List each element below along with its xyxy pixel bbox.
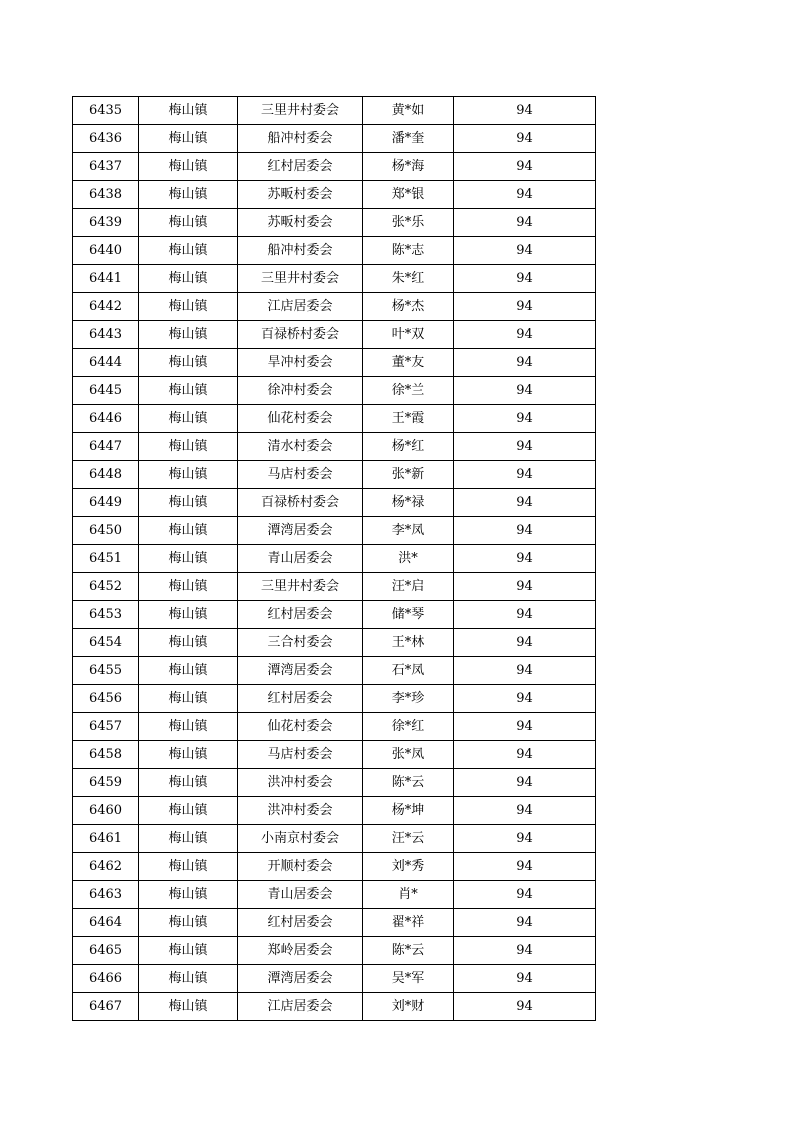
cell-score: 94 [454,797,596,825]
table-row [73,125,596,153]
cell-score: 94 [454,405,596,433]
table-row [73,825,596,853]
cell-name: 刘*财 [363,993,454,1021]
cell-town: 梅山镇 [139,209,238,237]
cell-score: 94 [454,937,596,965]
cell-town: 梅山镇 [139,405,238,433]
table-row [73,265,596,293]
table-row [73,937,596,965]
cell-score: 94 [454,993,596,1021]
table-row [73,97,596,125]
table-row [73,713,596,741]
cell-town: 梅山镇 [139,573,238,601]
cell-town: 梅山镇 [139,265,238,293]
cell-id: 6457 [73,713,139,741]
cell-name: 王*林 [363,629,454,657]
cell-committee: 苏畈村委会 [238,181,363,209]
cell-id: 6461 [73,825,139,853]
cell-committee: 三里井村委会 [238,573,363,601]
table-row [73,181,596,209]
cell-id: 6452 [73,573,139,601]
cell-id: 6456 [73,685,139,713]
table-body [73,97,596,1021]
cell-score: 94 [454,181,596,209]
cell-town: 梅山镇 [139,741,238,769]
cell-id: 6459 [73,769,139,797]
table-row [73,881,596,909]
cell-name: 杨*杰 [363,293,454,321]
cell-town: 梅山镇 [139,993,238,1021]
cell-committee: 小南京村委会 [238,825,363,853]
cell-name: 刘*秀 [363,853,454,881]
table-row [73,489,596,517]
cell-town: 梅山镇 [139,853,238,881]
cell-id: 6460 [73,797,139,825]
table-row [73,909,596,937]
cell-score: 94 [454,909,596,937]
table-row [73,685,596,713]
cell-committee: 仙花村委会 [238,405,363,433]
cell-committee: 苏畈村委会 [238,209,363,237]
cell-town: 梅山镇 [139,125,238,153]
table-row [73,965,596,993]
cell-score: 94 [454,489,596,517]
cell-id: 6447 [73,433,139,461]
cell-score: 94 [454,517,596,545]
cell-committee: 青山居委会 [238,881,363,909]
cell-town: 梅山镇 [139,97,238,125]
cell-name: 杨*禄 [363,489,454,517]
cell-name: 杨*海 [363,153,454,181]
cell-id: 6445 [73,377,139,405]
cell-score: 94 [454,685,596,713]
cell-score: 94 [454,769,596,797]
cell-name: 黄*如 [363,97,454,125]
cell-score: 94 [454,97,596,125]
table-row [73,209,596,237]
cell-score: 94 [454,153,596,181]
cell-score: 94 [454,657,596,685]
cell-town: 梅山镇 [139,433,238,461]
cell-id: 6435 [73,97,139,125]
cell-town: 梅山镇 [139,349,238,377]
cell-id: 6465 [73,937,139,965]
cell-id: 6439 [73,209,139,237]
table-row [73,545,596,573]
cell-id: 6451 [73,545,139,573]
cell-name: 张*凤 [363,741,454,769]
cell-name: 翟*祥 [363,909,454,937]
cell-committee: 洪冲村委会 [238,797,363,825]
cell-name: 朱*红 [363,265,454,293]
cell-name: 徐*兰 [363,377,454,405]
cell-score: 94 [454,321,596,349]
cell-town: 梅山镇 [139,237,238,265]
cell-name: 王*霞 [363,405,454,433]
cell-id: 6444 [73,349,139,377]
cell-committee: 百禄桥村委会 [238,489,363,517]
cell-score: 94 [454,349,596,377]
table-row [73,797,596,825]
cell-name: 张*新 [363,461,454,489]
cell-committee: 潭湾居委会 [238,517,363,545]
cell-town: 梅山镇 [139,825,238,853]
cell-committee: 三里井村委会 [238,265,363,293]
cell-score: 94 [454,125,596,153]
cell-town: 梅山镇 [139,545,238,573]
table-row [73,993,596,1021]
cell-name: 储*琴 [363,601,454,629]
cell-id: 6455 [73,657,139,685]
cell-town: 梅山镇 [139,909,238,937]
cell-id: 6463 [73,881,139,909]
cell-score: 94 [454,237,596,265]
cell-score: 94 [454,713,596,741]
cell-town: 梅山镇 [139,881,238,909]
cell-id: 6462 [73,853,139,881]
cell-town: 梅山镇 [139,657,238,685]
cell-name: 徐*红 [363,713,454,741]
cell-committee: 清水村委会 [238,433,363,461]
table-row [73,377,596,405]
table-row [73,293,596,321]
cell-id: 6466 [73,965,139,993]
cell-score: 94 [454,629,596,657]
table-row [73,573,596,601]
cell-town: 梅山镇 [139,685,238,713]
cell-committee: 江店居委会 [238,293,363,321]
table-row [73,601,596,629]
cell-id: 6453 [73,601,139,629]
cell-score: 94 [454,377,596,405]
cell-name: 汪*云 [363,825,454,853]
cell-town: 梅山镇 [139,489,238,517]
table-row [73,349,596,377]
cell-committee: 船冲村委会 [238,237,363,265]
cell-town: 梅山镇 [139,601,238,629]
cell-name: 叶*双 [363,321,454,349]
cell-id: 6441 [73,265,139,293]
cell-town: 梅山镇 [139,153,238,181]
cell-score: 94 [454,265,596,293]
cell-id: 6458 [73,741,139,769]
cell-committee: 江店居委会 [238,993,363,1021]
cell-id: 6448 [73,461,139,489]
cell-name: 董*友 [363,349,454,377]
cell-id: 6442 [73,293,139,321]
cell-town: 梅山镇 [139,461,238,489]
cell-committee: 三合村委会 [238,629,363,657]
table-row [73,517,596,545]
cell-committee: 潭湾居委会 [238,965,363,993]
cell-committee: 青山居委会 [238,545,363,573]
cell-town: 梅山镇 [139,517,238,545]
cell-id: 6437 [73,153,139,181]
cell-score: 94 [454,853,596,881]
table-row [73,153,596,181]
cell-town: 梅山镇 [139,797,238,825]
cell-name: 李*珍 [363,685,454,713]
cell-town: 梅山镇 [139,629,238,657]
cell-town: 梅山镇 [139,377,238,405]
cell-committee: 仙花村委会 [238,713,363,741]
cell-score: 94 [454,965,596,993]
cell-committee: 潭湾居委会 [238,657,363,685]
cell-score: 94 [454,461,596,489]
cell-committee: 百禄桥村委会 [238,321,363,349]
cell-town: 梅山镇 [139,321,238,349]
table-row [73,853,596,881]
cell-committee: 郑岭居委会 [238,937,363,965]
cell-name: 张*乐 [363,209,454,237]
cell-committee: 船冲村委会 [238,125,363,153]
cell-id: 6450 [73,517,139,545]
cell-name: 陈*云 [363,769,454,797]
cell-town: 梅山镇 [139,965,238,993]
cell-committee: 红村居委会 [238,601,363,629]
cell-id: 6449 [73,489,139,517]
cell-town: 梅山镇 [139,713,238,741]
cell-town: 梅山镇 [139,293,238,321]
table-row [73,461,596,489]
cell-committee: 马店村委会 [238,461,363,489]
cell-id: 6446 [73,405,139,433]
table-row [73,237,596,265]
cell-name: 潘*奎 [363,125,454,153]
cell-name: 石*凤 [363,657,454,685]
cell-id: 6440 [73,237,139,265]
table-row [73,405,596,433]
cell-name: 杨*红 [363,433,454,461]
cell-town: 梅山镇 [139,937,238,965]
cell-score: 94 [454,545,596,573]
cell-committee: 开顺村委会 [238,853,363,881]
cell-committee: 徐冲村委会 [238,377,363,405]
cell-score: 94 [454,601,596,629]
cell-score: 94 [454,293,596,321]
cell-committee: 三里井村委会 [238,97,363,125]
cell-score: 94 [454,741,596,769]
cell-score: 94 [454,433,596,461]
cell-committee: 马店村委会 [238,741,363,769]
cell-committee: 旱冲村委会 [238,349,363,377]
table-row [73,321,596,349]
cell-id: 6443 [73,321,139,349]
cell-id: 6464 [73,909,139,937]
table-row [73,433,596,461]
cell-name: 洪* [363,545,454,573]
cell-committee: 红村居委会 [238,153,363,181]
cell-committee: 红村居委会 [238,685,363,713]
cell-name: 陈*志 [363,237,454,265]
cell-score: 94 [454,881,596,909]
cell-score: 94 [454,573,596,601]
cell-committee: 红村居委会 [238,909,363,937]
cell-name: 郑*银 [363,181,454,209]
cell-id: 6467 [73,993,139,1021]
cell-score: 94 [454,825,596,853]
cell-name: 吴*军 [363,965,454,993]
table-row [73,769,596,797]
cell-committee: 洪冲村委会 [238,769,363,797]
data-table [72,96,596,1021]
cell-id: 6454 [73,629,139,657]
cell-score: 94 [454,209,596,237]
cell-name: 肖* [363,881,454,909]
cell-town: 梅山镇 [139,181,238,209]
table-row [73,741,596,769]
cell-id: 6436 [73,125,139,153]
table-row [73,657,596,685]
table-row [73,629,596,657]
cell-name: 杨*坤 [363,797,454,825]
cell-town: 梅山镇 [139,769,238,797]
cell-id: 6438 [73,181,139,209]
cell-name: 李*凤 [363,517,454,545]
cell-name: 陈*云 [363,937,454,965]
cell-name: 汪*启 [363,573,454,601]
